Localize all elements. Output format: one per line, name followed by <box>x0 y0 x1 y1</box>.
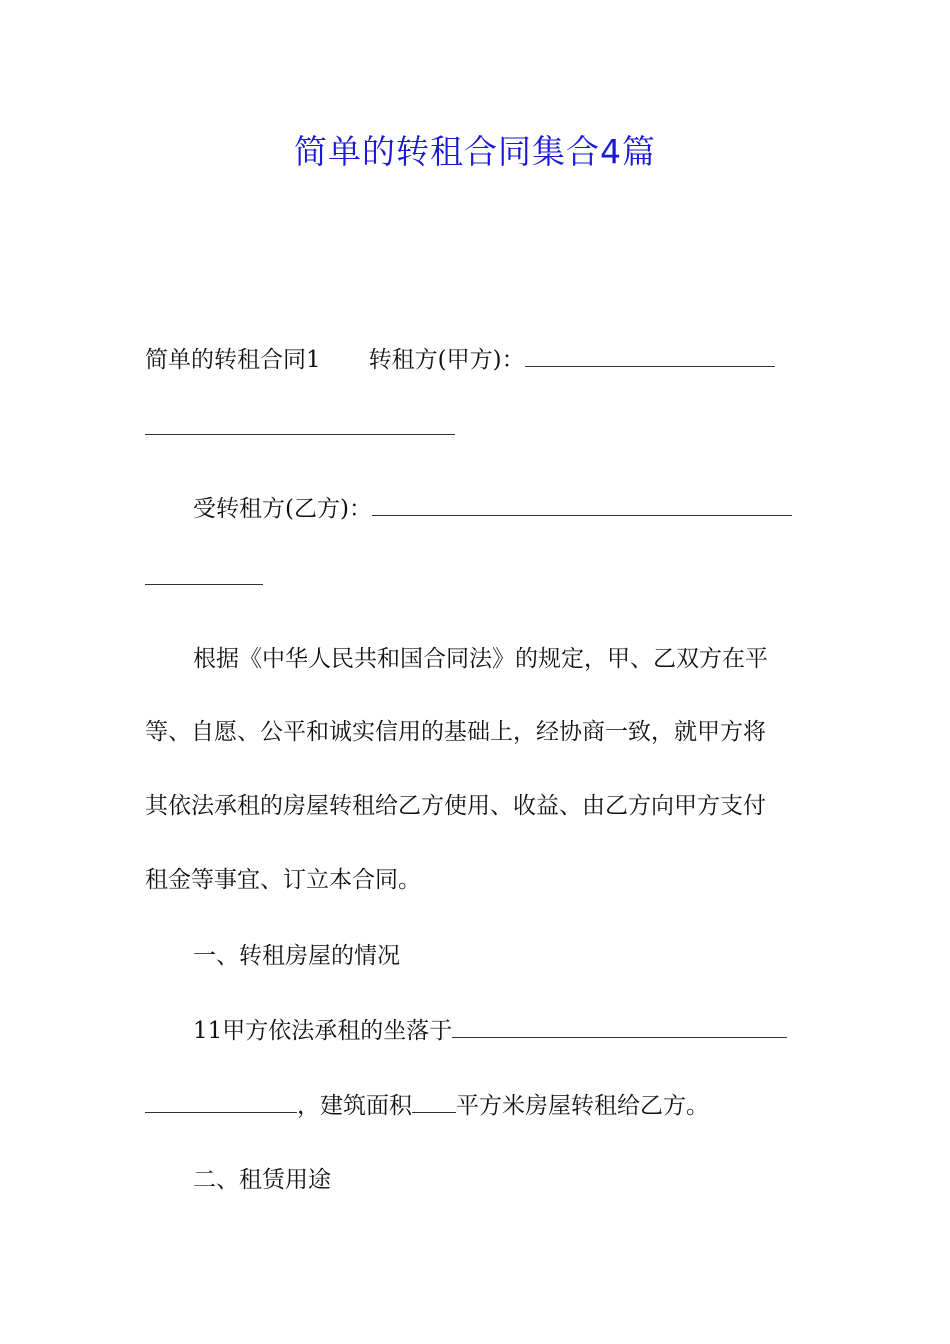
party-a-blank-continued <box>145 414 455 435</box>
clause-11-line-1 <box>145 1015 855 1047</box>
area-blank <box>412 1092 456 1113</box>
document-title: 简单的转租合同集合4篇 <box>294 132 656 171</box>
clause-11-prefix: 11甲方依法承租的坐落于 <box>193 1018 453 1044</box>
party-b-label: 受转租方(乙方)： <box>193 496 372 522</box>
party-b-line <box>145 493 855 525</box>
party-a-continuation <box>145 412 807 444</box>
party-b-continuation <box>145 562 807 594</box>
location-blank-continued <box>145 1092 297 1113</box>
party-a-line <box>145 344 807 376</box>
party-a-blank <box>525 346 775 367</box>
clause-11-suffix: 平方米房屋转租给乙方。 <box>456 1093 709 1119</box>
section-2-heading: 二、租赁用途 <box>193 1167 331 1193</box>
party-b-blank <box>372 495 792 516</box>
party-b-blank-continued <box>145 564 263 585</box>
clause-11-mid: ，建筑面积 <box>297 1093 412 1119</box>
para1-line-4: 租金等事宜、订立本合同。 <box>145 867 421 893</box>
para1-line-2: 等、自愿、公平和诚实信用的基础上，经协商一致，就甲方将 <box>145 719 766 745</box>
party-a-label: 转租方(甲方)： <box>368 347 525 373</box>
para1-line-1: 根据《中华人民共和国合同法》的规定，甲、乙双方在平 <box>193 646 768 672</box>
section-1-heading: 一、转租房屋的情况 <box>193 943 400 969</box>
location-blank <box>452 1017 787 1038</box>
contract-header-label: 简单的转租合同1 <box>145 347 321 373</box>
clause-11-line-2 <box>145 1090 807 1122</box>
para1-line-3: 其依法承租的房屋转租给乙方使用、收益、由乙方向甲方支付 <box>145 793 766 819</box>
